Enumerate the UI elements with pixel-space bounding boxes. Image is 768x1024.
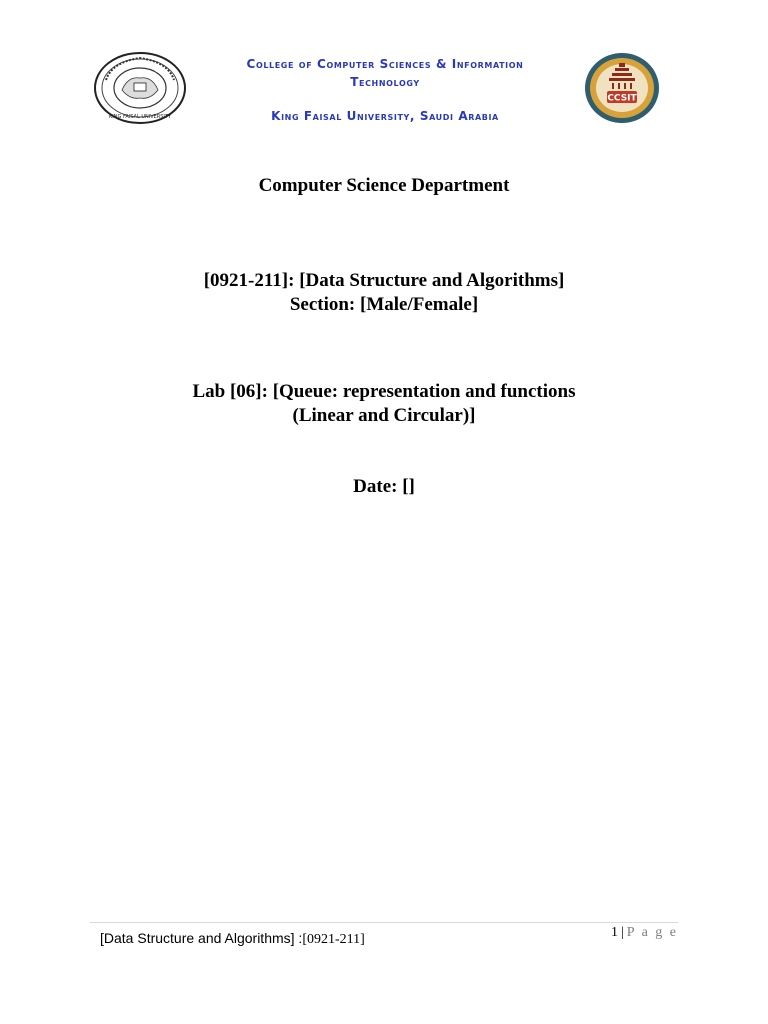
footer-divider xyxy=(90,922,678,923)
seal-icon xyxy=(92,50,188,126)
footer-course xyxy=(100,930,365,948)
ccsit-logo-icon xyxy=(583,52,661,124)
ccsit-logo-text: CCSIT xyxy=(607,93,637,104)
course-block xyxy=(0,269,768,317)
college-name-line1: College of Computer Sciences & Information xyxy=(246,57,524,71)
department-title: Computer Science Department xyxy=(258,175,510,196)
section-line: Section: [Male/Female] xyxy=(289,294,479,315)
page-number: 1 xyxy=(610,925,618,940)
lab-block xyxy=(0,380,768,428)
footer-course-code: [0921-211] xyxy=(302,932,365,947)
lab-title-line1: Lab [06]: [Queue: representation and functions xyxy=(192,381,576,402)
university-seal-logo xyxy=(92,50,188,126)
header-college-block xyxy=(190,55,580,125)
ccsit-logo xyxy=(583,52,661,124)
college-name-line2: Technology xyxy=(350,75,420,89)
footer-page-number xyxy=(611,925,678,941)
date-line: Date: [] xyxy=(353,476,415,497)
page-label: P a g e xyxy=(626,925,678,940)
page-separator: | xyxy=(620,925,624,940)
footer-course-title: [Data Structure and Algorithms] : xyxy=(100,930,303,946)
course-title: [0921-211]: [Data Structure and Algorithms] xyxy=(203,270,565,291)
seal-bottom-text: KING FAISAL UNIVERSITY xyxy=(108,114,172,120)
university-name: King Faisal University, Saudi Arabia xyxy=(271,109,499,123)
lab-title-line2: (Linear and Circular)] xyxy=(292,405,476,426)
